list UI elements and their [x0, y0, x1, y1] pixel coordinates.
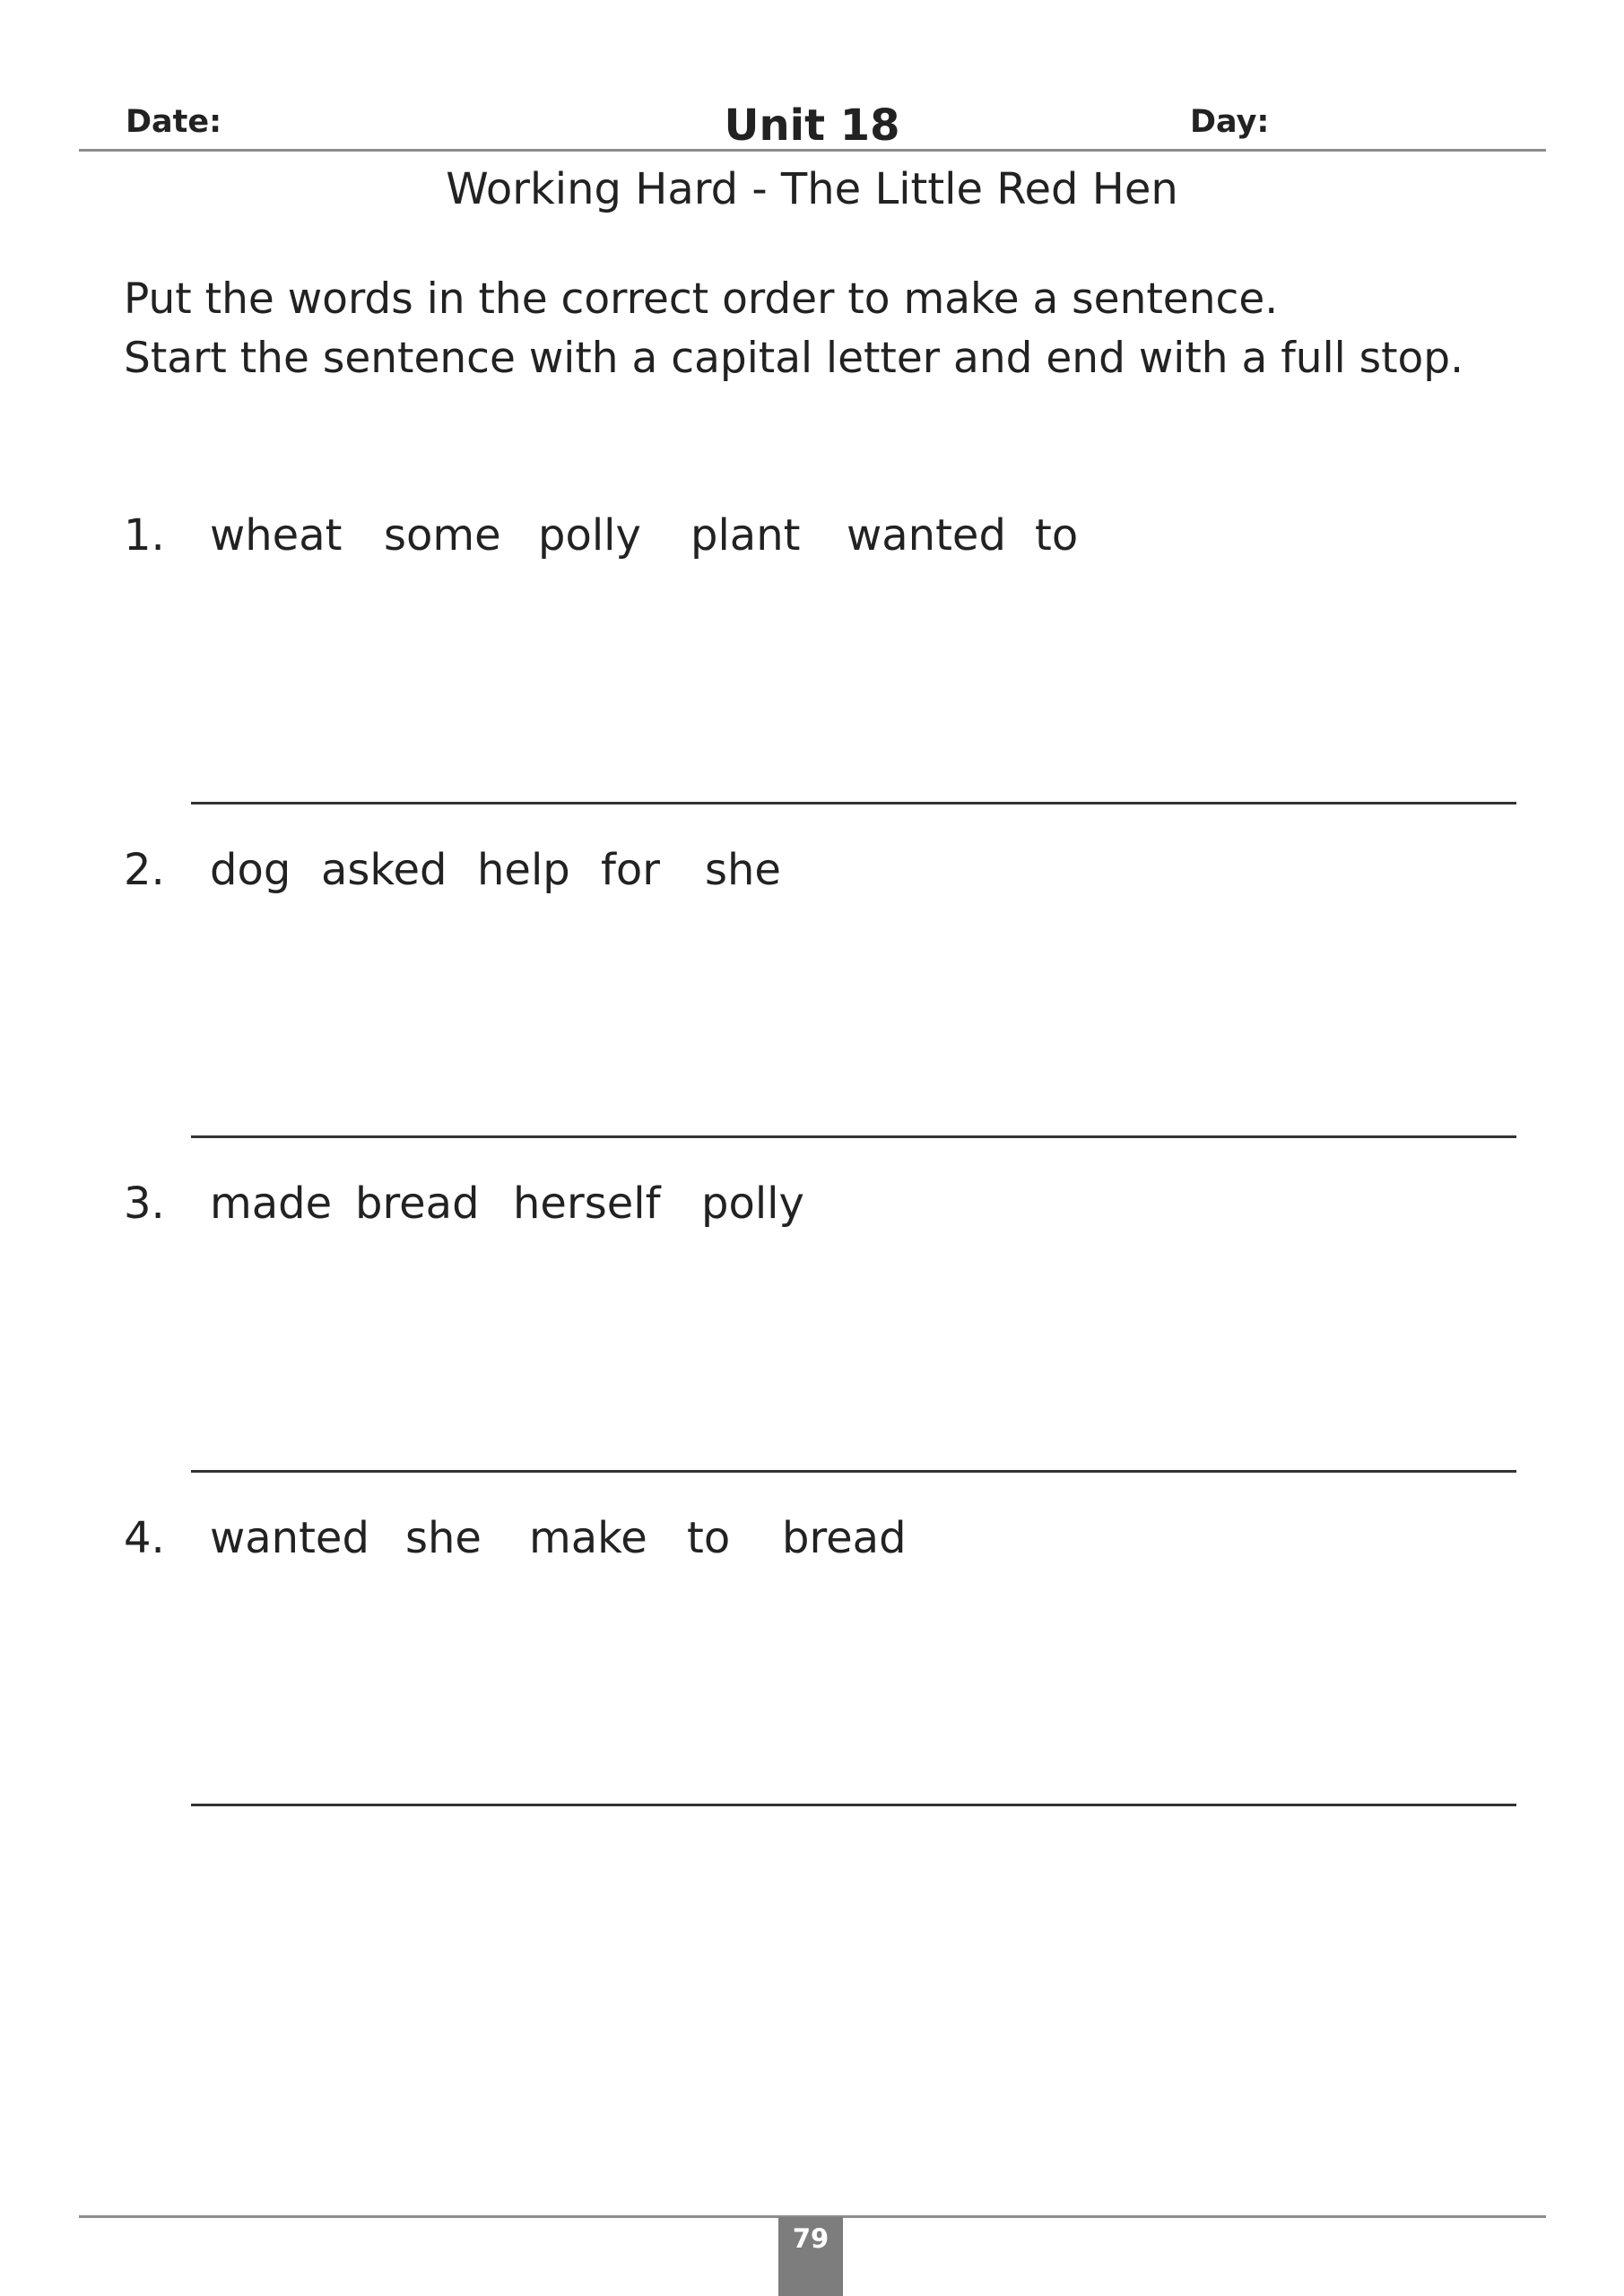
unit-title: Unit 18	[724, 100, 900, 151]
scrambled-word: made	[210, 1178, 333, 1229]
scrambled-word: she	[405, 1513, 482, 1563]
answer-line-2[interactable]	[191, 1135, 1516, 1138]
scrambled-word: wanted	[210, 1513, 369, 1563]
scrambled-word: polly	[701, 1178, 804, 1229]
scrambled-word: plant	[690, 510, 801, 561]
answer-line-3[interactable]	[191, 1470, 1516, 1473]
scrambled-word: bread	[782, 1513, 907, 1563]
instruction-line: Start the sentence with a capital letter and end with a full stop.	[124, 334, 1464, 383]
scrambled-word: for	[601, 845, 660, 895]
header-divider	[79, 149, 1546, 152]
date-label: Date:	[126, 104, 222, 140]
page-number: 79	[778, 2217, 843, 2296]
question-number: 2.	[124, 845, 165, 895]
scrambled-word: asked	[321, 845, 447, 895]
scrambled-word: polly	[538, 510, 641, 561]
scrambled-word: she	[705, 845, 781, 895]
worksheet-subtitle: Working Hard - The Little Red Hen	[446, 164, 1178, 214]
scrambled-word: herself	[513, 1178, 661, 1229]
scrambled-word: to	[1035, 510, 1079, 561]
question-number: 1.	[124, 510, 165, 561]
day-label: Day:	[1190, 104, 1270, 140]
answer-line-1[interactable]	[191, 802, 1516, 804]
question-number: 3.	[124, 1178, 165, 1229]
scrambled-word: help	[477, 845, 570, 895]
answer-line-4[interactable]	[191, 1804, 1516, 1806]
scrambled-word: to	[687, 1513, 731, 1563]
scrambled-word: dog	[210, 845, 291, 895]
scrambled-word: wheat	[210, 510, 343, 561]
instruction-line: Put the words in the correct order to make a sentence.	[124, 274, 1279, 324]
scrambled-word: bread	[355, 1178, 480, 1229]
scrambled-word: wanted	[847, 510, 1006, 561]
scrambled-word: some	[384, 510, 501, 561]
question-number: 4.	[124, 1513, 165, 1563]
scrambled-word: make	[529, 1513, 647, 1563]
